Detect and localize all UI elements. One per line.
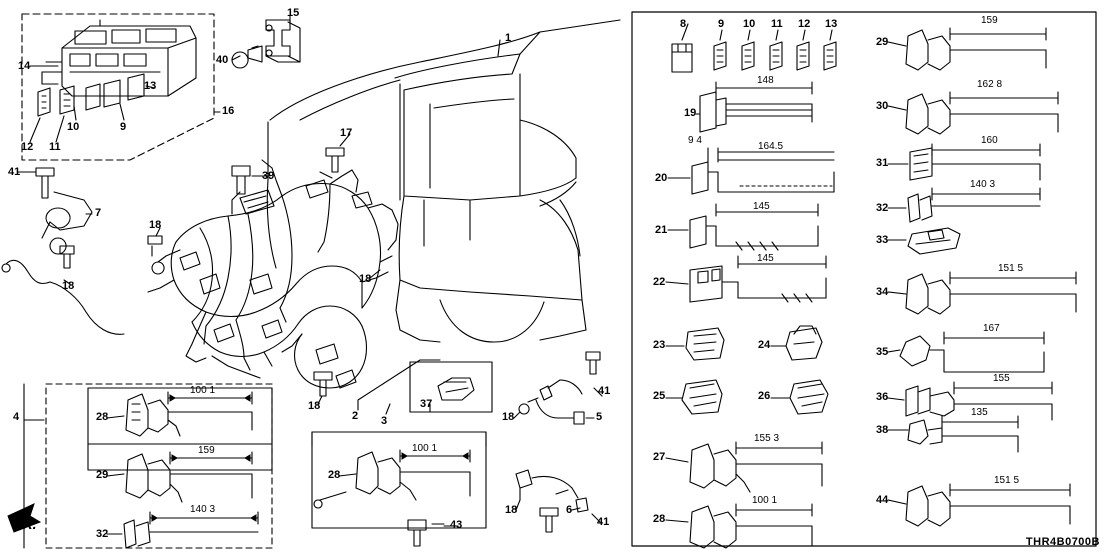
callout-24: 24 [758, 339, 771, 351]
dimension-100-1-l: 100 1 [190, 385, 216, 396]
callout-17: 17 [340, 127, 353, 139]
callout-13: 13 [825, 18, 838, 30]
dimension-155: 155 [993, 373, 1010, 384]
callout-30: 30 [876, 100, 889, 112]
front-direction-label: FR. [14, 516, 37, 532]
callout-7: 7 [95, 207, 102, 219]
sub-callout-12: 12 [21, 141, 34, 153]
dimension-148: 148 [757, 75, 774, 86]
callout-41: 41 [8, 166, 21, 178]
sub-callout-41b: 41 [597, 516, 610, 528]
sub-callout-9: 9 [120, 121, 127, 133]
dimension-100-1-c: 100 1 [412, 443, 438, 454]
dimension-145-b: 145 [757, 253, 774, 264]
dimension-155-3: 155 3 [754, 433, 780, 444]
callout-40: 40 [216, 54, 229, 66]
callout-15: 15 [287, 7, 300, 19]
dimension-145-a: 145 [753, 201, 770, 212]
dimension-167: 167 [983, 323, 1000, 334]
dimension-140-3-l: 140 3 [190, 504, 216, 515]
sub-callout-32a: 32 [96, 528, 109, 540]
callout-14: 14 [18, 60, 31, 72]
callout-1: 1 [505, 32, 512, 44]
sub-callout-29a: 29 [96, 469, 109, 481]
dimension-100-1-r: 100 1 [752, 495, 778, 506]
callout-18: 18 [149, 219, 162, 231]
callout-29: 29 [876, 36, 889, 48]
dimension-151-5-b: 151 5 [994, 475, 1020, 486]
callout-19: 19 [684, 107, 697, 119]
callout-44: 44 [876, 494, 889, 506]
sub-callout-18c: 18 [359, 273, 372, 285]
sub-callout-41a: 41 [598, 385, 611, 397]
dimension-162-8: 162 8 [977, 79, 1003, 90]
sub-callout-28b: 28 [328, 469, 341, 481]
callout-6: 6 [566, 504, 573, 516]
callout-37: 37 [420, 398, 433, 410]
callout-26: 26 [758, 390, 771, 402]
dimension-159-l: 159 [198, 445, 215, 456]
dimension-151-5-a: 151 5 [998, 263, 1024, 274]
callout-34: 34 [876, 286, 889, 298]
callout-39: 39 [262, 170, 275, 182]
dimension-164-5: 164.5 [758, 141, 784, 152]
dimension-135: 135 [971, 407, 988, 418]
callout-9: 9 [718, 18, 725, 30]
callout-11: 11 [771, 18, 783, 30]
callout-43: 43 [450, 519, 463, 531]
callout-31: 31 [876, 157, 889, 169]
sub-callout-18a: 18 [62, 280, 75, 292]
callout-16: 16 [222, 105, 235, 117]
dimension-160: 160 [981, 135, 998, 146]
callout-4: 4 [13, 411, 20, 423]
callout-25: 25 [653, 390, 666, 402]
callout-12: 12 [798, 18, 811, 30]
callout-27: 27 [653, 451, 666, 463]
callout-28: 28 [653, 513, 666, 525]
sub-callout-18d: 18 [502, 411, 515, 423]
callout-23: 23 [653, 339, 666, 351]
callout-10: 10 [743, 18, 756, 30]
callout-35: 35 [876, 346, 889, 358]
callout-21: 21 [655, 224, 668, 236]
callout-33: 33 [876, 234, 889, 246]
callout-8: 8 [680, 18, 687, 30]
sub-callout-11: 11 [49, 141, 61, 153]
dimension-140-3-r: 140 3 [970, 179, 996, 190]
sub-callout-28a: 28 [96, 411, 109, 423]
callout-5: 5 [596, 411, 603, 423]
callout-2: 2 [352, 410, 359, 422]
callout-38: 38 [876, 424, 889, 436]
sub-callout-13: 13 [144, 80, 157, 92]
sub-callout-18b: 18 [308, 400, 321, 412]
dimension-159-top: 159 [981, 15, 998, 26]
callout-32: 32 [876, 202, 889, 214]
callout-22: 22 [653, 276, 666, 288]
callout-20: 20 [655, 172, 668, 184]
sub-callout-10: 10 [67, 121, 80, 133]
callout-3: 3 [381, 415, 388, 427]
dimension-9-4: 9 4 [688, 135, 702, 146]
callout-36: 36 [876, 391, 889, 403]
drawing-code: THR4B0700B [1025, 536, 1100, 548]
sub-callout-18e: 18 [505, 504, 518, 516]
